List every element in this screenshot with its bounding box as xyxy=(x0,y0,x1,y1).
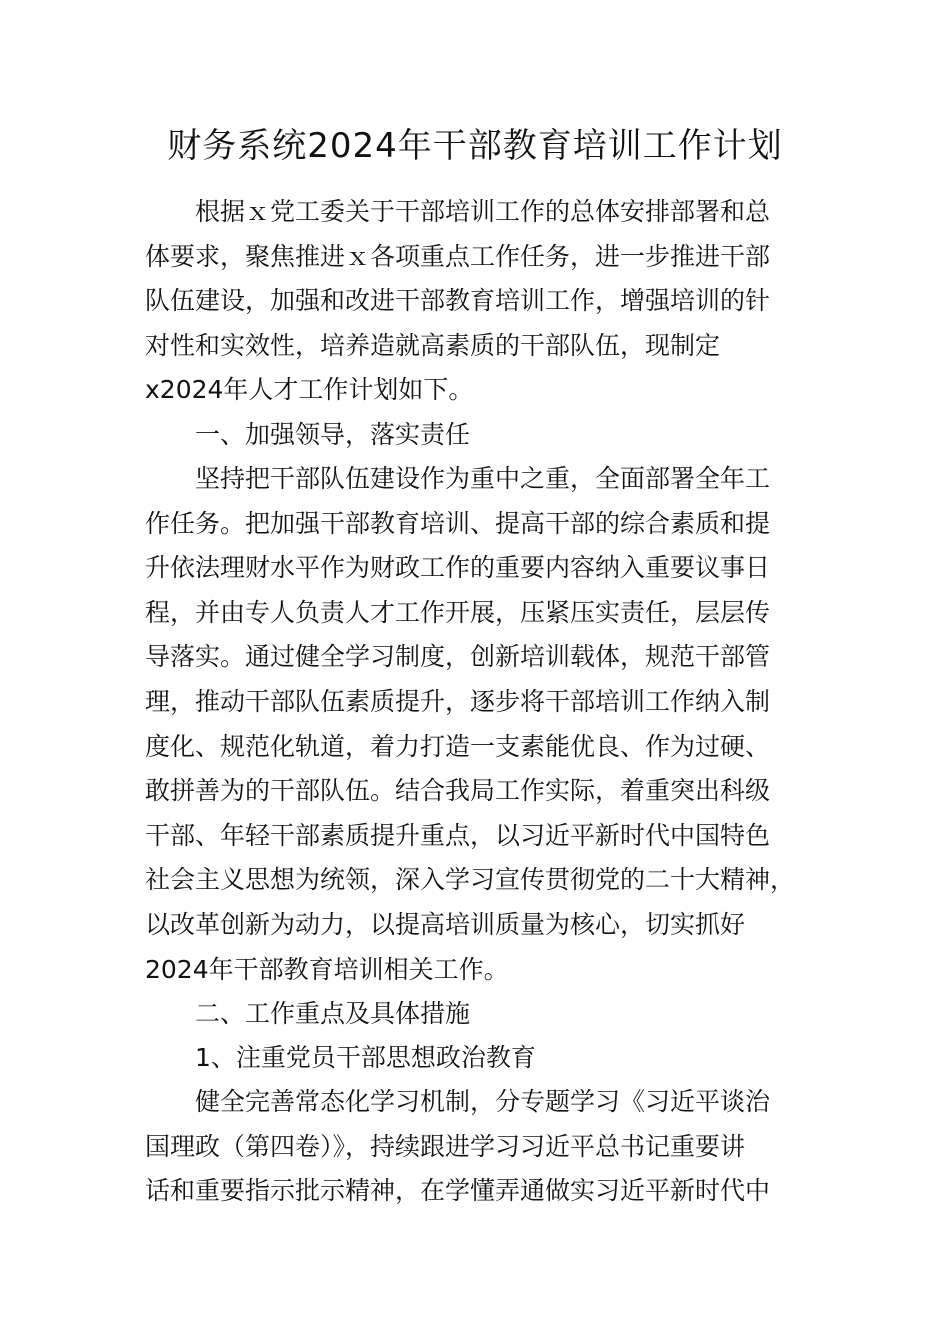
text-line: 话和重要指示批示精神，在学懂弄通做实习近平新时代中 xyxy=(145,1176,771,1206)
text-line: 理，推动干部队伍素质提升，逐步将干部培训工作纳入制 xyxy=(145,686,771,716)
text-line: 2024年干部教育培训相关工作。 xyxy=(145,954,509,984)
text-line: x2024年人才工作计划如下。 xyxy=(145,375,474,405)
text-line: 程，并由专人负责人才工作开展，压紧压实责任，层层传 xyxy=(145,597,771,627)
text-line: 国理政（第四卷）》，持续跟进学习习近平总书记重要讲 xyxy=(145,1131,746,1161)
text-line: 健全完善常态化学习机制，分专题学习《习近平谈治 xyxy=(195,1087,771,1117)
text-line: 社会主义思想为统领，深入学习宣传贯彻党的二十大精神， xyxy=(145,865,796,895)
text-line: 对性和实效性，培养造就高素质的干部队伍，现制定 xyxy=(145,330,721,360)
text-line: 坚持把干部队伍建设作为重中之重，全面部署全年工 xyxy=(195,463,771,493)
paragraph-intro xyxy=(145,190,809,413)
section-heading-1: 一、加强领导，落实责任 xyxy=(195,419,471,449)
text-line: 体要求，聚焦推进ｘ各项重点工作任务，进一步推进干部 xyxy=(145,241,771,271)
text-line: 度化、规范化轨道，着力打造一支素能优良、作为过硬、 xyxy=(145,731,771,761)
section-heading-2: 二、工作重点及具体措施 xyxy=(195,999,471,1029)
text-line: 队伍建设，加强和改进干部教育培训工作，增强培训的针 xyxy=(145,286,771,316)
paragraph-subsection-1 xyxy=(145,1080,809,1214)
paragraph-section-1 xyxy=(145,457,809,992)
document-body xyxy=(145,190,809,1214)
document-title: 财务系统2024年干部教育培训工作计划 xyxy=(167,126,783,166)
text-line: 导落实。通过健全学习制度，创新培训载体，规范干部管 xyxy=(145,642,771,672)
text-line: 根据ｘ党工委关于干部培训工作的总体安排部署和总 xyxy=(195,197,771,226)
text-line: 以改革创新为动力，以提高培训质量为核心，切实抓好 xyxy=(145,909,746,939)
text-line: 升依法理财水平作为财政工作的重要内容纳入重要议事日 xyxy=(145,553,771,583)
subsection-heading-1: 1、注重党员干部思想政治教育 xyxy=(195,1043,536,1073)
text-line: 干部、年轻干部素质提升重点，以习近平新时代中国特色 xyxy=(145,820,771,850)
text-line: 敢拼善为的干部队伍。结合我局工作实际，着重突出科级 xyxy=(145,776,771,806)
text-line: 作任务。把加强干部教育培训、提高干部的综合素质和提 xyxy=(145,508,771,538)
